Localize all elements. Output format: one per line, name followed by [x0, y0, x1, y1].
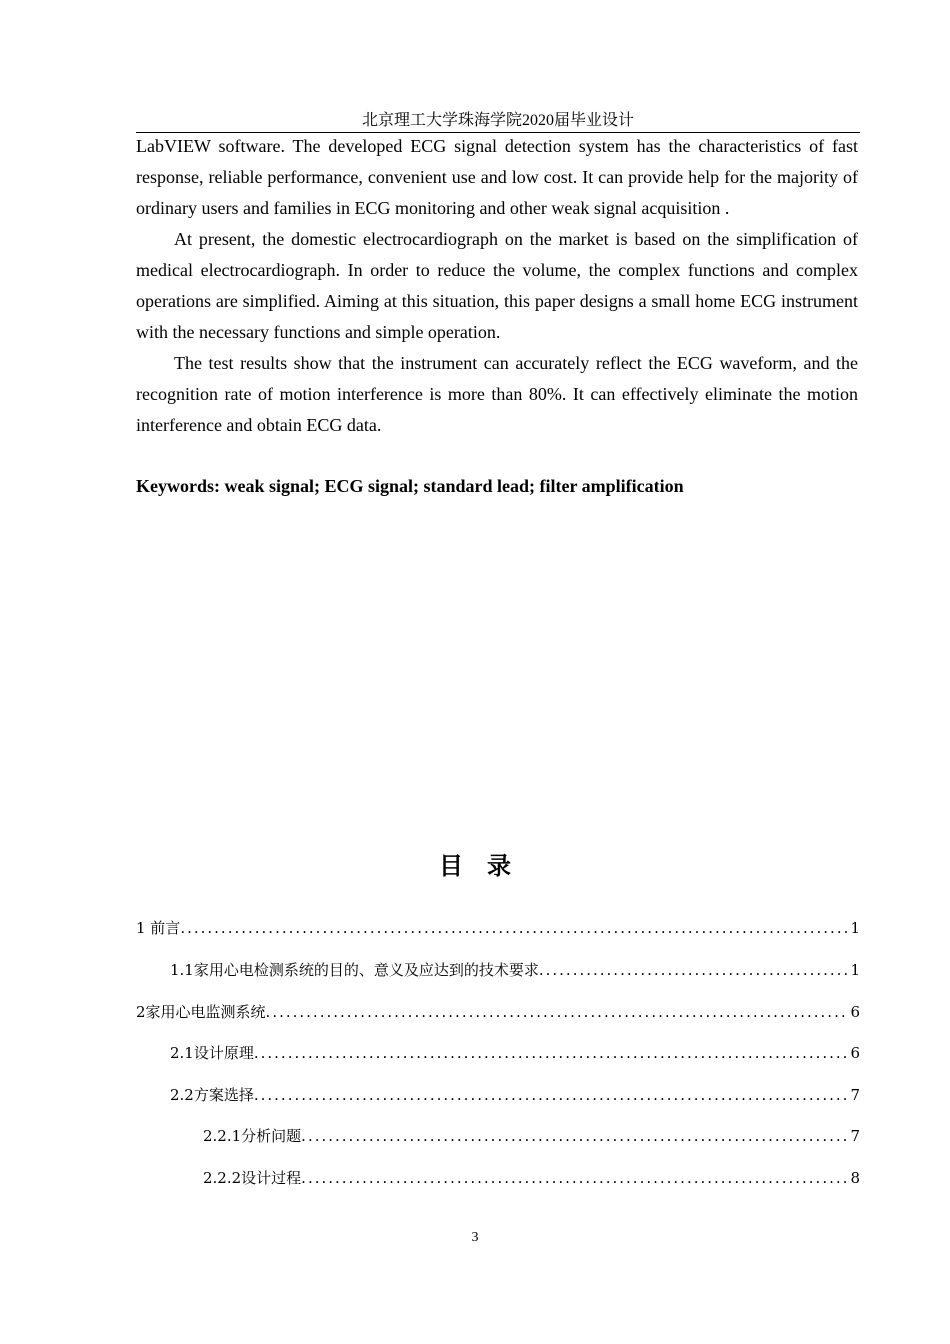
abstract-paragraph: LabVIEW software. The developed ECG signal detection system has the characteristics of fast response, reliable performance, convenient use and low cost. It can provide help for the majority of ordinary users and families in ECG monitoring and other weak signal acquisition . — [136, 136, 858, 218]
toc-leader-dots — [539, 958, 849, 982]
toc-leader-dots — [254, 1041, 849, 1065]
abstract-paragraph: The test results show that the instrument can accurately reflect the ECG waveform, and the recognition rate of motion interference is more than 80%. It can effectively eliminate the motion interference and obtain ECG data. — [136, 353, 858, 435]
toc-leader-dots — [180, 916, 848, 940]
toc-entry-page: 7 — [850, 1086, 860, 1104]
keywords-line: Keywords: weak signal; ECG signal; standard lead; filter amplification — [136, 476, 684, 496]
toc-title: 目录 — [439, 852, 535, 880]
abstract-paragraph: At present, the domestic electrocardiograph on the market is based on the simplification of medical electrocardiograph. In order to reduce the volume, the complex functions and complex operations are simplified. Aiming at this situation, this paper designs a small home ECG instrument with the necessary functions and simple operation. — [136, 229, 858, 342]
toc-entry-label: 2.1设计原理 — [170, 1044, 254, 1062]
toc-entry[interactable] — [170, 1041, 860, 1065]
toc-entry-page: 1 — [850, 919, 860, 937]
toc-entry-label: 2.2.1分析问题 — [203, 1127, 302, 1145]
toc-entry[interactable] — [170, 958, 860, 982]
toc-entry-label: 2.2方案选择 — [170, 1086, 254, 1104]
toc-entry[interactable] — [170, 1083, 860, 1107]
toc-entry[interactable] — [203, 1166, 860, 1190]
abstract-body — [136, 131, 858, 441]
toc-entry[interactable] — [203, 1124, 860, 1148]
page-header: 北京理工大学珠海学院2020届毕业设计 — [361, 112, 634, 129]
toc-entry-page: 6 — [850, 1044, 860, 1062]
toc-leader-dots — [301, 1124, 848, 1148]
toc-entry-label: 1.1家用心电检测系统的目的、意义及应达到的技术要求 — [170, 961, 539, 979]
toc-entry-page: 7 — [850, 1127, 860, 1145]
toc-entry[interactable] — [136, 1000, 860, 1024]
toc-entry[interactable] — [136, 916, 860, 940]
toc-entry-label: 2.2.2设计过程 — [203, 1169, 302, 1187]
toc-leader-dots — [301, 1166, 848, 1190]
page-number: 3 — [471, 1230, 479, 1245]
toc-leader-dots — [254, 1083, 849, 1107]
toc-entry-label: 1 前言 — [136, 919, 181, 937]
toc-leader-dots — [266, 1000, 849, 1024]
toc-entry-label: 2家用心电监测系统 — [136, 1003, 266, 1021]
toc-entry-page: 8 — [850, 1169, 860, 1187]
toc-entry-page: 1 — [850, 961, 860, 979]
toc-entry-page: 6 — [850, 1003, 860, 1021]
